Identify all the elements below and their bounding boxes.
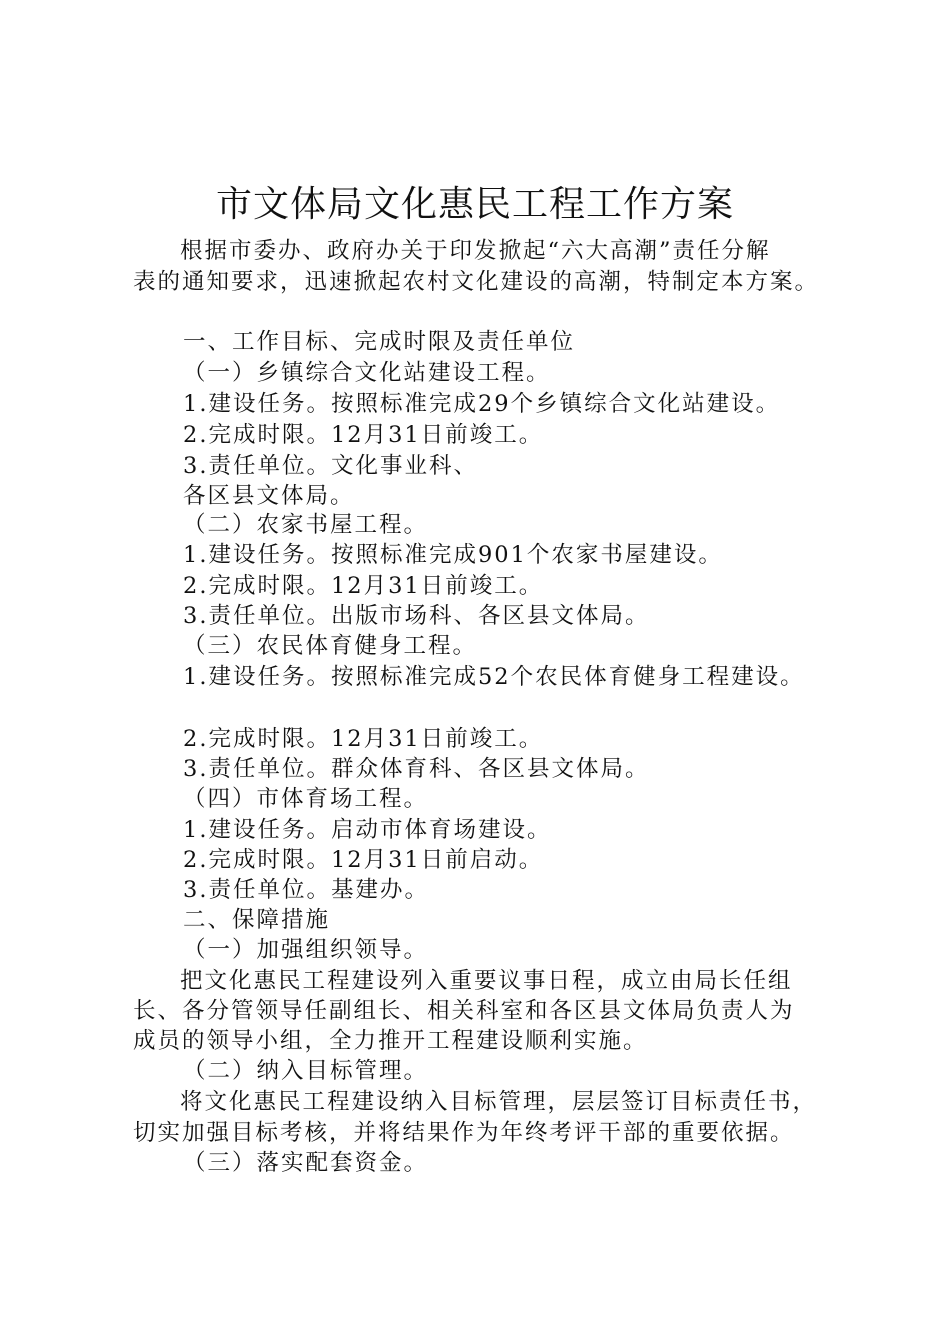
subsection-2-heading: （二）农家书屋工程。 (183, 512, 429, 538)
subsection-3-heading: （三）农民体育健身工程。 (183, 633, 478, 659)
intro-line-1: 根据市委办、政府办关于印发掀起“六大高潮”责任分解 (180, 238, 771, 264)
measure-1-heading: （一）加强组织领导。 (183, 937, 429, 963)
subsection-1-heading: （一）乡镇综合文化站建设工程。 (183, 360, 551, 386)
subsection-1-deadline: 2.完成时限。12月31日前竣工。 (183, 422, 544, 448)
subsection-1-unit-cont: 各区县文体局。 (183, 483, 355, 509)
subsection-2-task: 1.建设任务。按照标准完成901个农家书屋建设。 (183, 542, 723, 568)
subsection-4-heading: （四）市体育场工程。 (183, 786, 429, 812)
measure-3-heading: （三）落实配套资金。 (183, 1150, 429, 1176)
intro-line-2: 表的通知要求，迅速掀起农村文化建设的高潮，特制定本方案。 (133, 269, 820, 295)
subsection-3-task: 1.建设任务。按照标准完成52个农民体育健身工程建设。 (183, 664, 805, 690)
subsection-4-unit: 3.责任单位。基建办。 (183, 877, 429, 903)
measure-1-line-3: 成员的领导小组，全力推开工程建设顺利实施。 (133, 1028, 648, 1054)
measure-2-line-1: 将文化惠民工程建设纳入目标管理，层层签订目标责任书， (180, 1089, 818, 1115)
measure-2-line-2: 切实加强目标考核，并将结果作为年终考评干部的重要依据。 (133, 1120, 795, 1146)
subsection-3-unit: 3.责任单位。群众体育科、各区县文体局。 (183, 756, 650, 782)
measure-1-line-2: 长、各分管领导任副组长、相关科室和各区县文体局负责人为 (133, 998, 795, 1024)
subsection-1-unit: 3.责任单位。文化事业科、 (183, 453, 478, 479)
subsection-4-task: 1.建设任务。启动市体育场建设。 (183, 817, 552, 843)
measure-1-line-1: 把文化惠民工程建设列入重要议事日程，成立由局长任组 (180, 968, 793, 994)
document-title: 市文体局文化惠民工程工作方案 (215, 184, 734, 225)
section-1-heading: 一、工作目标、完成时限及责任单位 (183, 329, 576, 355)
subsection-4-deadline: 2.完成时限。12月31日前启动。 (183, 847, 544, 873)
subsection-1-task: 1.建设任务。按照标准完成29个乡镇综合文化站建设。 (183, 391, 781, 417)
section-2-heading: 二、保障措施 (183, 907, 331, 933)
subsection-3-deadline: 2.完成时限。12月31日前竣工。 (183, 726, 544, 752)
subsection-2-unit: 3.责任单位。出版市场科、各区县文体局。 (183, 603, 650, 629)
subsection-2-deadline: 2.完成时限。12月31日前竣工。 (183, 573, 544, 599)
measure-2-heading: （二）纳入目标管理。 (183, 1058, 429, 1084)
